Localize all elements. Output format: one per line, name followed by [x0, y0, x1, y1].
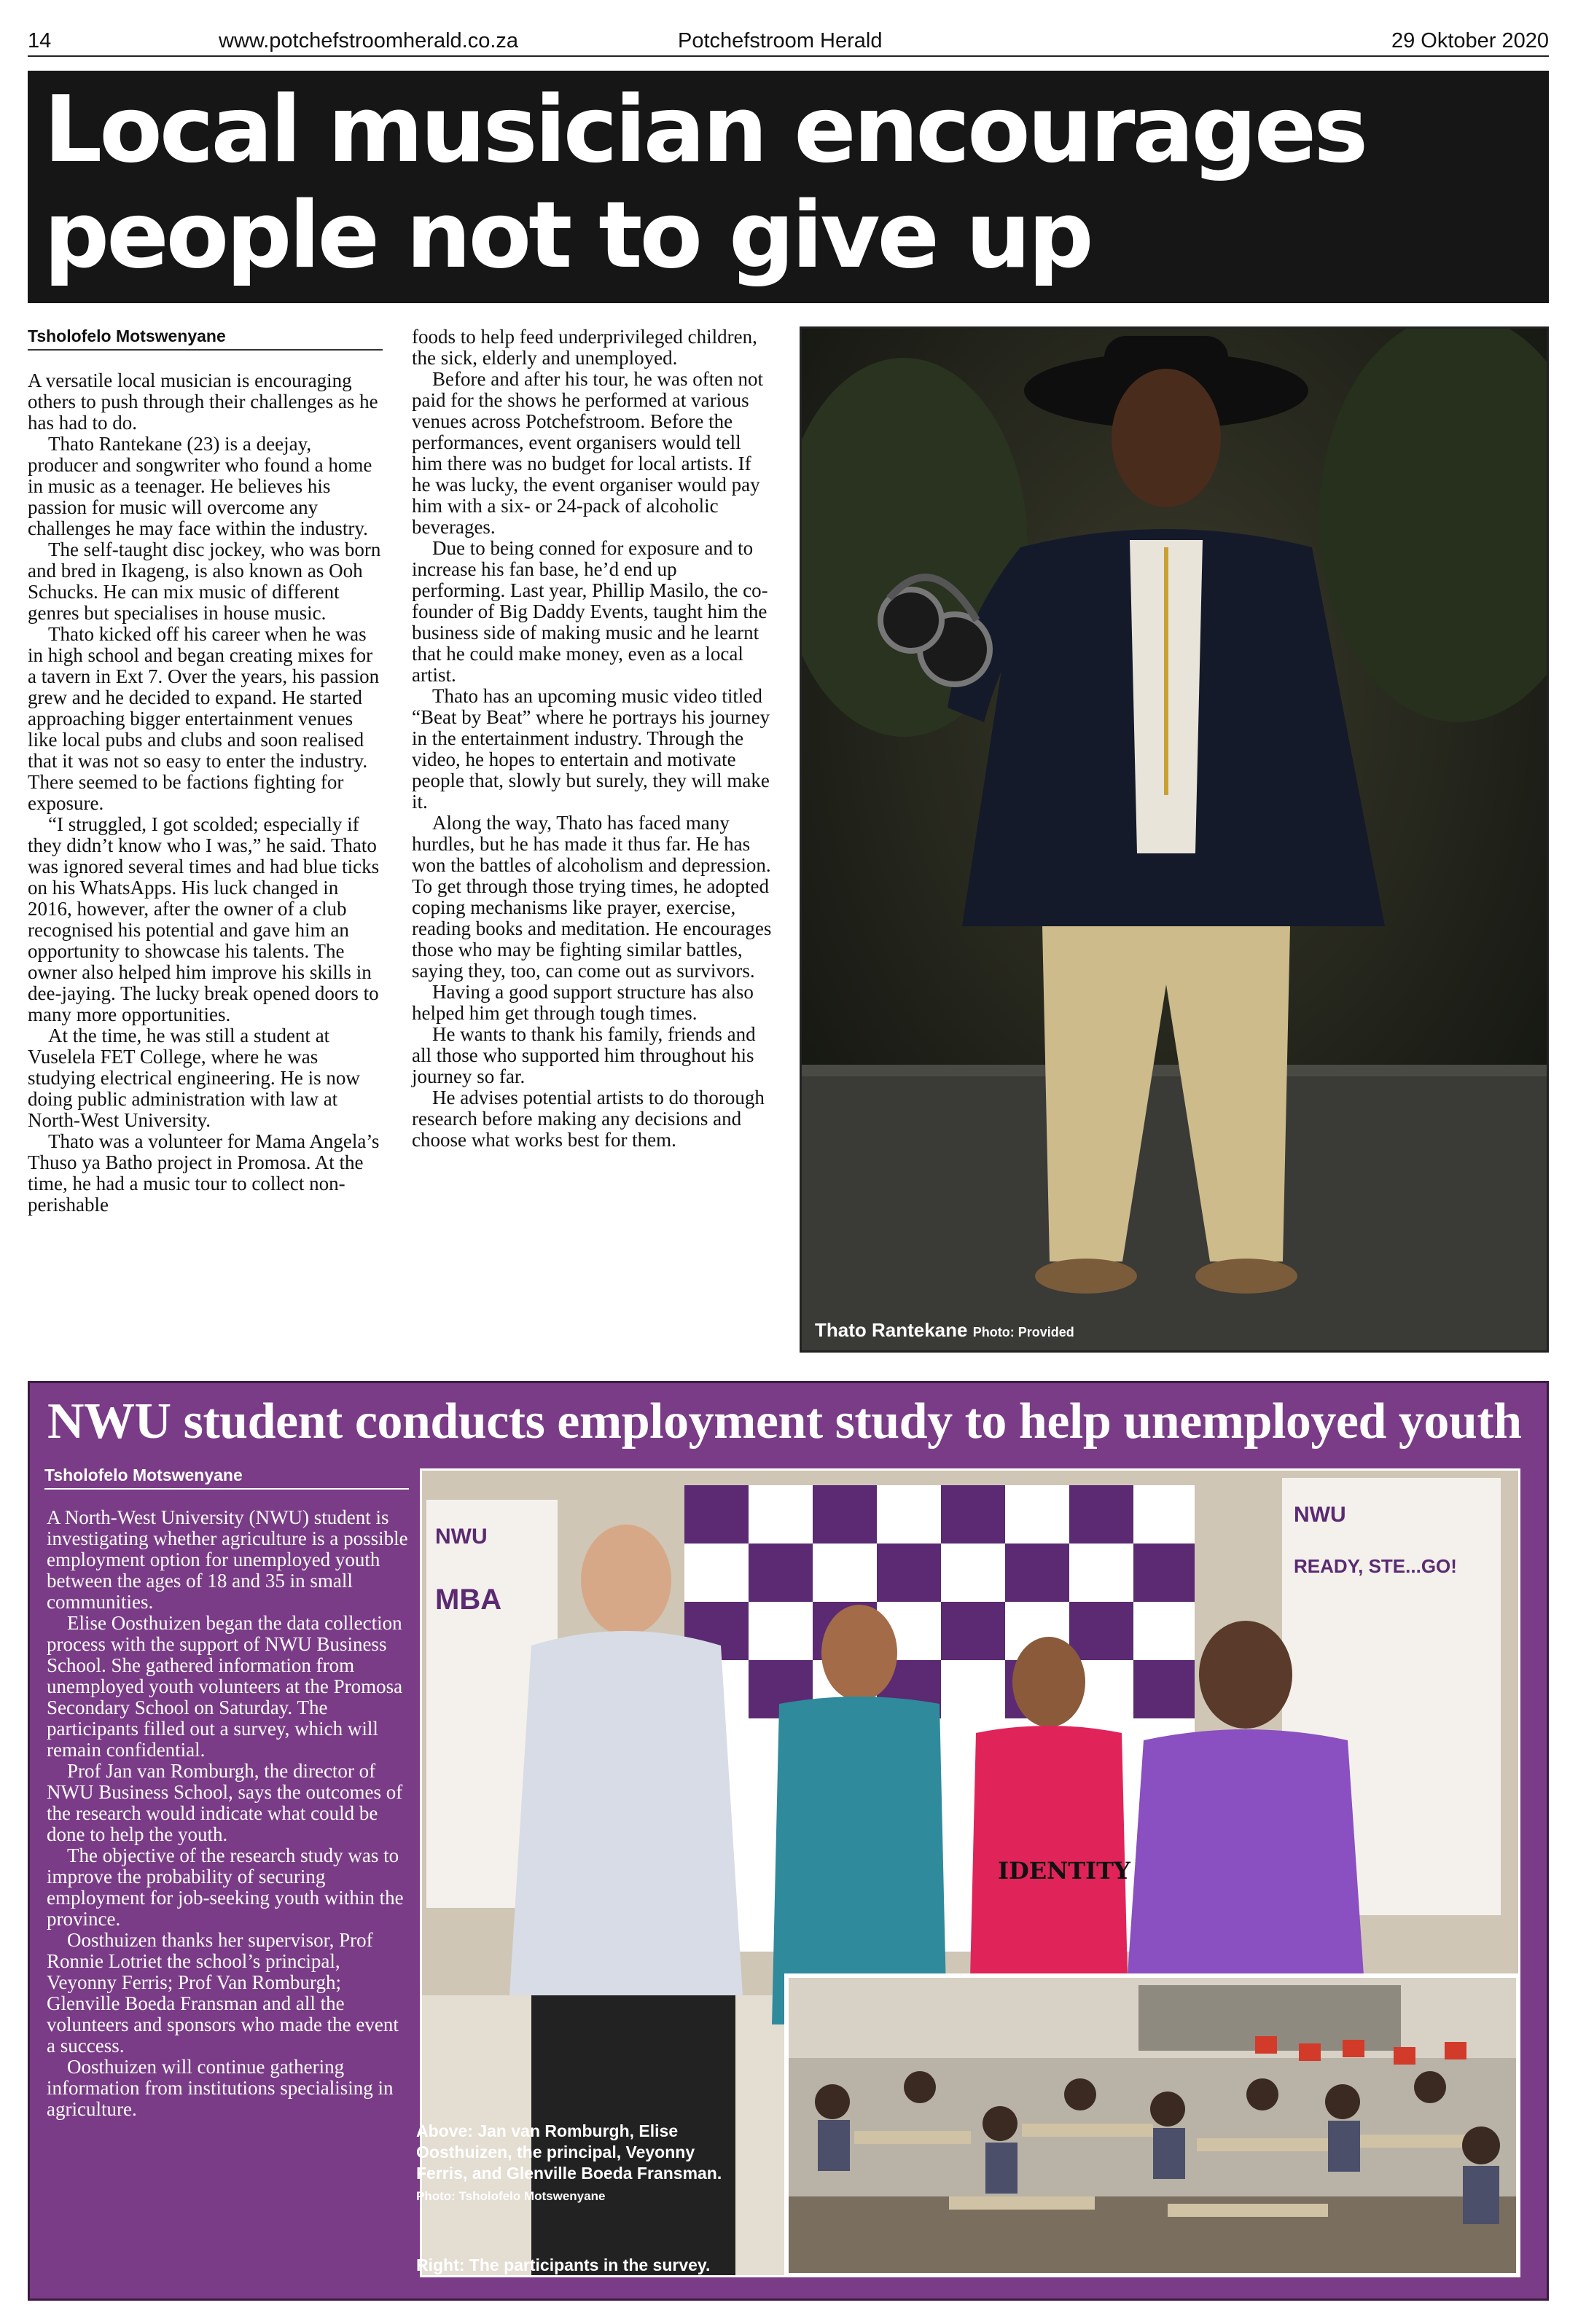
- newspaper-name: Potchefstroom Herald: [678, 29, 883, 52]
- paragraph: He wants to thank his family, friends and all those who supported him throughout his journey so far.: [412, 1023, 756, 1087]
- paragraph: Elise Oosthuizen began the data collection process with the support of NWU Business School. She gathered information from unemployed youth volunteers at the Promosa Secondary School on Saturday. The participants filled out a survey, which will remain confidential.: [47, 1612, 403, 1761]
- paragraph: Thato Rantekane (23) is a deejay, producer and songwriter who found a home in music as a teenager. He believes his passion for music will overcome any challenges he may face within the industry.: [28, 433, 372, 539]
- banner-logo-text: NWU: [1294, 1503, 1346, 1527]
- photo-credit: Photo: Provided: [972, 1325, 1074, 1339]
- classroom-photo: [784, 1973, 1520, 2277]
- paragraph: Oosthuizen will continue gathering information from institutions specialising in agriculture.: [47, 2056, 394, 2120]
- page-number: 14: [28, 29, 52, 52]
- website-url[interactable]: www.potchefstroomherald.co.za: [219, 29, 519, 52]
- banner-mba-text: MBA: [435, 1584, 502, 1616]
- paragraph: Having a good support structure has also helped him get through tough times.: [412, 981, 754, 1024]
- issue-date: 29 Oktober 2020: [1391, 29, 1549, 52]
- article-column-1: [28, 370, 385, 1216]
- paragraph: A versatile local musician is encouraging others to push through their challenges as he has had to do.: [28, 369, 378, 434]
- musician-photo: [800, 326, 1549, 1353]
- nwu-article-box: [28, 1381, 1549, 2301]
- paragraph: Prof Jan van Romburgh, the director of NWU Business School, says the outcomes of the research would indicate what could be done to help the youth.: [47, 1760, 403, 1845]
- paragraph: Thato has an upcoming music video titled “Beat by Beat” where he portrays his journey in the entertainment industry. Through the video, he hopes to entertain and motivate people that, slowly but surely, they will make it.: [412, 685, 770, 813]
- paragraph: The self-taught disc jockey, who was born and bred in Ikageng, is also known as Ooh Schucks. He can mix music of different genres but specialises in house music.: [28, 539, 381, 624]
- caption-name: Thato Rantekane: [815, 1319, 968, 1341]
- headline-banner: [28, 71, 1549, 303]
- photo-caption: [815, 1319, 1074, 1342]
- shirt-text: IDENTITY: [998, 1857, 1130, 1885]
- banner-logo-text: NWU: [435, 1525, 488, 1549]
- banner-ready-text: READY, STE...GO!: [1294, 1555, 1457, 1577]
- paragraph: At the time, he was still a student at Vuselela FET College, where he was studying electrical engineering. He is now doing public administration with law at North-West University.: [28, 1025, 360, 1131]
- musician-photo-illustration: [802, 329, 1547, 1350]
- paragraph: “I struggled, I got scolded; especially if they didn’t know who I was,” he said. Thato was ignored several times and had blue ticks on his WhatsApps. His luck changed in 2016, however, after the owner of a club recognised his potential and gave him an opportunity to showcase his talents. The owner also helped him improve his skills in dee-jaying. The lucky break opened doors to many more opportunities.: [28, 813, 380, 1025]
- paragraph: Thato was a volunteer for Mama Angela’s Thuso ya Batho project in Promosa. At the time, he had a music tour to collect non-perishable: [28, 1130, 380, 1216]
- paragraph: The objective of the research study was to improve the probability of securing employment for job-seeking youth within the province.: [47, 1844, 404, 1930]
- article-headline: NWU student conducts employment study to help unemployed youth: [47, 1393, 1522, 1449]
- photo-caption-right: Right: The participants in the survey.: [416, 2255, 711, 2274]
- caption-text: Above: Jan van Romburgh, Elise Oosthuizen, the principal, Veyonny Ferris, and Glenville Boeda Fransman.: [416, 2121, 722, 2183]
- photo-credit: Photo: Tsholofelo Motswenyane: [416, 2189, 606, 2203]
- page-header: [28, 28, 1549, 57]
- paragraph: Due to being conned for exposure and to increase his fan base, he’d end up performing. Last year, Phillip Masilo, the co-founder of Big Daddy Events, taught him the business side of making music and he learnt that he could make money, even as a local artist.: [412, 537, 768, 686]
- paragraph: He advises potential artists to do thorough research before making any decisions and choose what works best for them.: [412, 1087, 765, 1151]
- article-column-2: [412, 326, 773, 1151]
- paragraph: Oosthuizen thanks her supervisor, Prof Ronnie Lotriet the school’s principal, Veyonny Ferris; Prof Van Romburgh; Glenville Boeda Fransman and all the volunteers and sponsors who made the event a success.: [47, 1929, 399, 2057]
- photo-caption-above: [416, 2121, 737, 2207]
- article-byline: Tsholofelo Motswenyane: [28, 326, 383, 351]
- paragraph: A North-West University (NWU) student is investigating whether agriculture is a possible employment option for unemployed youth between the ages of 18 and 35 in small communities.: [47, 1506, 408, 1613]
- paragraph: foods to help feed underprivileged children, the sick, elderly and unemployed.: [412, 326, 757, 369]
- paragraph: Before and after his tour, he was often not paid for the shows he performed at various venues across Potchefstroom. Before the performances, event organisers would tell him there was no budget for local artists. If he was lucky, the event organiser would pay him with a six- or 24-pack of alcoholic beverages.: [412, 368, 764, 538]
- classroom-photo-illustration: [789, 1978, 1516, 2273]
- article-headline: Local musician encourages people not to give up: [44, 76, 1366, 289]
- article-byline: Tsholofelo Motswenyane: [44, 1466, 409, 1490]
- paragraph: Thato kicked off his career when he was in high school and began creating mixes for a tavern in Ext 7. Over the years, his passion grew and he decided to expand. He started approaching bigger entertainment venues like local pubs and clubs and soon realised that it was not so easy to enter the industry. There seemed to be factions fighting for exposure.: [28, 623, 380, 814]
- article-column: [47, 1507, 411, 2120]
- paragraph: Along the way, Thato has faced many hurdles, but he has made it thus far. He has won the battles of alcoholism and depression. To get through those trying times, he adopted coping mechanisms like prayer, exercise, reading books and meditation. He encourages those who may be fighting similar battles, saying they, too, can come out as survivors.: [412, 812, 772, 982]
